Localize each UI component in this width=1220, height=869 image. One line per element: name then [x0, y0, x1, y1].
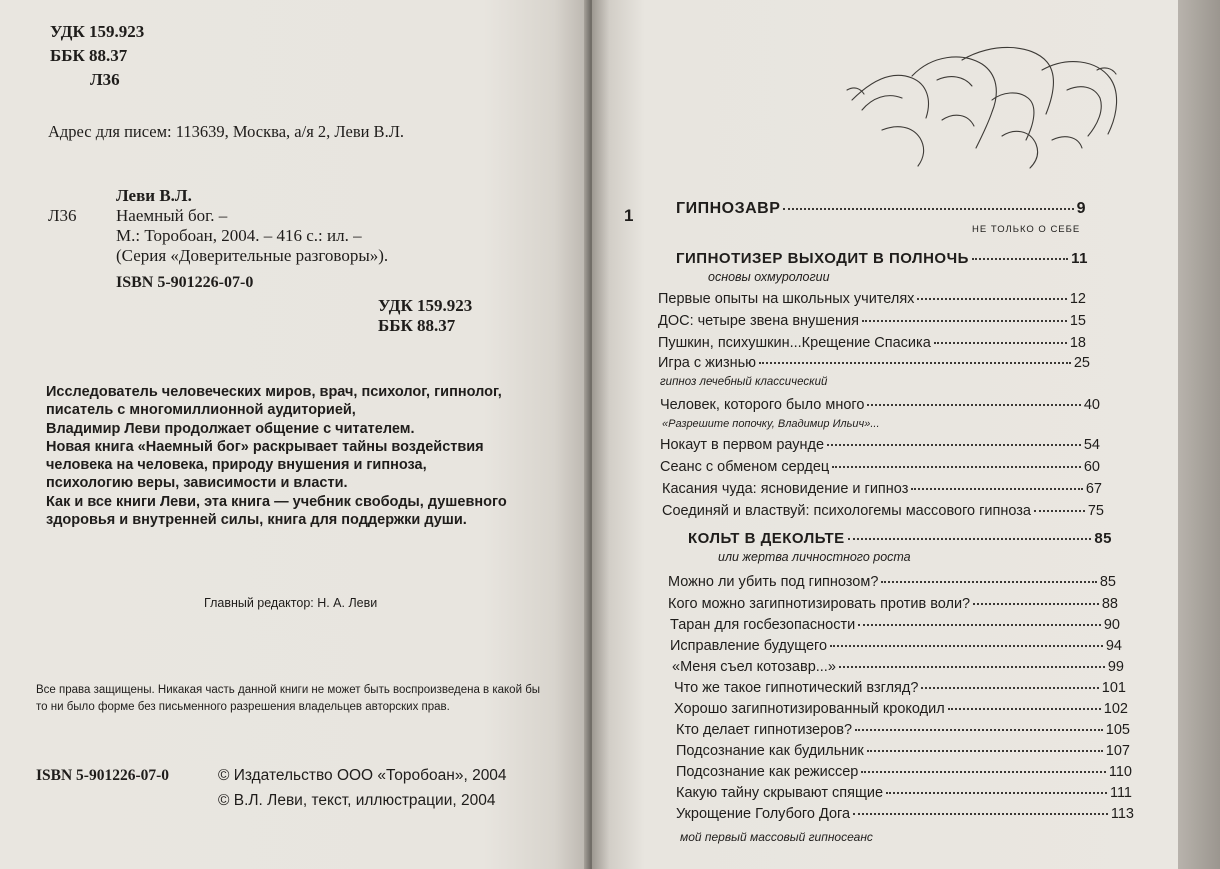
section-page: 85 — [1094, 530, 1112, 547]
left-page — [0, 0, 590, 869]
description-line: Как и все книги Леви, эта книга — учебник свободы, душевного — [46, 493, 507, 510]
entry-page: 113 — [1110, 806, 1134, 822]
toc-entry — [660, 459, 1100, 475]
toc-entry — [676, 722, 1130, 738]
section-subtitle: или жертва личностного роста — [718, 550, 911, 564]
entry-page: 99 — [1107, 659, 1124, 675]
isbn: ISBN 5-901226-07-0 — [116, 274, 254, 291]
entry-page: 107 — [1105, 743, 1130, 759]
toc-entry — [668, 574, 1116, 590]
entry-page: 40 — [1083, 397, 1100, 413]
entry-page: 105 — [1105, 722, 1130, 738]
entry-title: Кого можно загипнотизировать против воли? — [668, 596, 971, 612]
description-line: Новая книга «Наемный бог» раскрывает тайны воздействия — [46, 438, 484, 455]
entry-page: 15 — [1069, 313, 1086, 329]
toc-leader — [853, 813, 1108, 815]
toc-leader — [858, 624, 1101, 626]
udk-code-2: УДК 159.923 — [378, 296, 473, 315]
rights-line: Все права защищены. Никакая часть данной книги не может быть воспроизведена в какой бы — [36, 684, 541, 696]
entry-page: 60 — [1083, 459, 1100, 475]
entry-page: 110 — [1108, 764, 1132, 780]
entry-title: ДОС: четыре звена внушения — [658, 313, 859, 329]
toc-entry — [672, 659, 1124, 675]
toc-entry — [668, 596, 1118, 612]
toc-leader — [1034, 510, 1085, 512]
toc-leader — [934, 342, 1067, 344]
entry-page: 75 — [1087, 503, 1104, 519]
toc-leader — [867, 750, 1103, 752]
toc-entry — [658, 291, 1086, 307]
toc-entry — [676, 743, 1130, 759]
entry-title: Можно ли убить под гипнозом? — [668, 574, 879, 590]
toc-entry — [674, 701, 1128, 717]
toc-entry — [674, 680, 1126, 696]
catalog-series: (Серия «Доверительные разговоры»). — [116, 246, 389, 265]
entry-page: 88 — [1101, 596, 1118, 612]
entry-page: 25 — [1073, 355, 1090, 371]
entry-title: Хорошо загипнотизированный крокодил — [674, 701, 945, 717]
udk-code: УДК 159.923 — [50, 22, 145, 41]
toc-leader — [972, 258, 1068, 260]
toc-leader — [862, 320, 1067, 322]
toc-entry — [676, 764, 1132, 780]
chapter-title: ГИПНОЗАВР — [676, 200, 781, 217]
description-line: Исследователь человеческих миров, врач, психолог, гипнолог, — [46, 384, 502, 400]
description-line: Владимир Леви продолжает общение с читателем. — [46, 420, 415, 437]
toc-section — [688, 530, 1112, 547]
entry-title: Подсознание как режиссер — [676, 764, 859, 780]
mailing-address: Адрес для писем: 113639, Москва, а/я 2, Леви В.Л. — [48, 122, 405, 141]
description-line: писатель с многомиллионной аудиторией, — [46, 402, 356, 419]
chapter-page: 9 — [1076, 200, 1086, 217]
entry-title: Касания чуда: ясновидение и гипноз — [662, 481, 909, 497]
entry-note: гипноз лечебный классический — [660, 376, 828, 388]
toc-entry — [662, 503, 1104, 519]
toc-leader — [759, 362, 1071, 364]
entry-page: 94 — [1105, 638, 1122, 654]
entry-title: Исправление будущего — [670, 638, 828, 654]
entry-title: Подсознание как будильник — [676, 743, 864, 759]
entry-page: 101 — [1101, 680, 1126, 696]
description-line: психологию веры, зависимости и власти. — [46, 475, 348, 492]
page-edge — [1178, 0, 1220, 869]
toc-leader — [921, 687, 1098, 689]
toc-entry — [658, 355, 1090, 371]
catalog-author: Леви В.Л. — [116, 186, 192, 205]
entry-title: Соединяй и властвуй: психологемы массового гипноза — [662, 503, 1031, 519]
rights-line: то ни было форме без письменного разрешения владельцев авторских прав. — [36, 701, 450, 713]
author-mark: Л36 — [90, 70, 120, 89]
entry-page: 18 — [1069, 335, 1086, 351]
catalog-imprint: М.: Торобоан, 2004. – 416 с.: ил. – — [116, 226, 362, 245]
description-line: здоровья и внутренней силы, книга для поддержки души. — [46, 512, 467, 529]
entry-title: Какую тайну скрывают спящие — [676, 785, 884, 801]
toc-entry — [658, 313, 1086, 329]
catalog-title: Наемный бог. – — [116, 206, 228, 225]
entry-page: 102 — [1103, 701, 1128, 717]
toc-entry — [660, 437, 1100, 453]
toc-entry — [670, 617, 1120, 633]
entry-page: 67 — [1085, 481, 1102, 497]
toc-leader — [827, 444, 1081, 446]
toc-entry — [676, 806, 1134, 822]
entry-page: 85 — [1099, 574, 1116, 590]
toc-leader — [861, 771, 1106, 773]
chapter-number: 1 — [624, 206, 634, 225]
entry-note: мой первый массовый гипносеанс — [680, 830, 873, 844]
entry-note: «Разрешите попочку, Владимир Ильич»... — [662, 418, 880, 430]
toc-section — [676, 250, 1088, 267]
author-copyright: © В.Л. Леви, текст, иллюстрации, 2004 — [218, 792, 496, 809]
toc-leader — [848, 538, 1092, 540]
entry-title: Укрощение Голубого Дога — [676, 806, 851, 822]
section-subtitle: основы охмурологии — [708, 270, 830, 284]
sketch-illustration — [842, 40, 1142, 170]
toc-entry — [662, 481, 1102, 497]
publisher-copyright: © Издательство ООО «Торобоан», 2004 — [218, 767, 507, 784]
chapter-subtitle: НЕ ТОЛЬКО О СЕБЕ — [972, 224, 1081, 235]
toc-leader — [917, 298, 1066, 300]
chief-editor: Главный редактор: Н. А. Леви — [204, 596, 378, 610]
toc-leader — [839, 666, 1105, 668]
entry-title: Нокаут в первом раунде — [660, 437, 825, 453]
toc-leader — [867, 404, 1080, 406]
right-page — [592, 0, 1178, 869]
entry-title: Сеанс с обменом сердец — [660, 459, 830, 475]
rights-notice — [36, 682, 540, 716]
catalog-code: Л36 — [48, 206, 77, 225]
toc-leader — [881, 581, 1096, 583]
entry-title: Что же такое гипнотический взгляд? — [674, 680, 919, 696]
book-description — [46, 383, 507, 529]
toc-chapter — [676, 200, 1086, 218]
section-title: ГИПНОТИЗЕР ВЫХОДИТ В ПОЛНОЧЬ — [676, 250, 969, 267]
entry-title: Таран для госбезопасности — [670, 617, 856, 633]
toc-leader — [973, 603, 1099, 605]
entry-title: Человек, которого было много — [660, 397, 865, 413]
toc-leader — [855, 729, 1103, 731]
bbk-code-2: ББК 88.37 — [378, 316, 456, 335]
toc-leader — [832, 466, 1081, 468]
entry-title: Пушкин, психушкин...Крещение Спасика — [658, 335, 931, 351]
toc-leader — [911, 488, 1083, 490]
section-page: 11 — [1071, 250, 1088, 267]
description-line: человека на человека, природу внушения и гипноза, — [46, 457, 427, 474]
entry-page: 111 — [1109, 785, 1132, 801]
entry-page: 90 — [1103, 617, 1120, 633]
toc-leader — [948, 708, 1101, 710]
entry-page: 12 — [1069, 291, 1086, 307]
entry-title: Первые опыты на школьных учителях — [658, 291, 915, 307]
section-title: КОЛЬТ В ДЕКОЛЬТЕ — [688, 530, 845, 547]
entry-title: «Меня съел котозавр...» — [672, 659, 836, 675]
toc-leader — [830, 645, 1103, 647]
toc-entry — [670, 638, 1122, 654]
entry-title: Игра с жизнью — [658, 355, 757, 371]
toc-leader — [783, 208, 1073, 210]
toc-entry — [676, 785, 1132, 801]
entry-title: Кто делает гипнотизеров? — [676, 722, 853, 738]
bottom-isbn: ISBN 5-901226-07-0 — [36, 767, 170, 784]
bbk-code: ББК 88.37 — [50, 46, 128, 65]
toc-entry — [660, 397, 1100, 413]
entry-page: 54 — [1083, 437, 1100, 453]
toc-leader — [886, 792, 1107, 794]
toc-entry — [658, 335, 1086, 351]
